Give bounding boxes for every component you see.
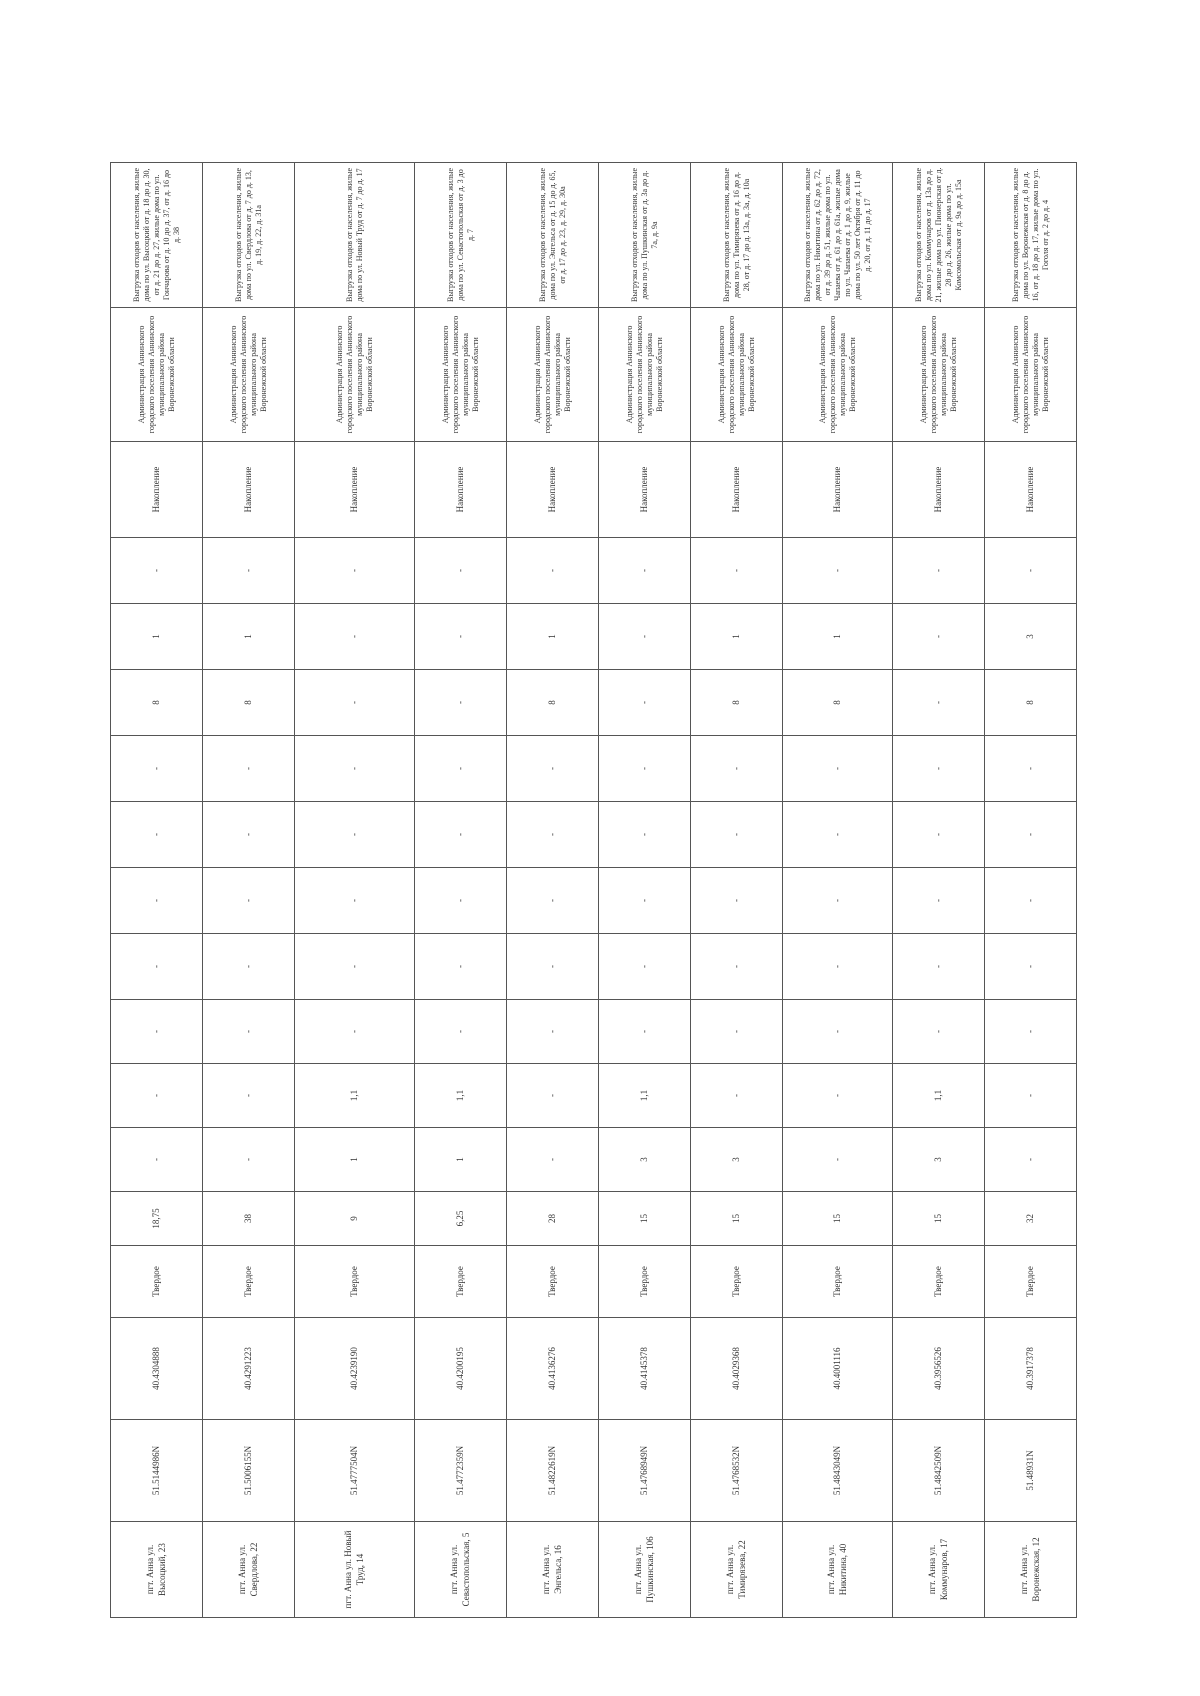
col-14-cell: - (783, 736, 893, 802)
col-10-cell: - (691, 868, 783, 934)
longitude-cell: 40.4304888 (111, 1318, 203, 1420)
container-volume-cell: - (985, 1064, 1077, 1128)
col-14-cell: - (599, 736, 691, 802)
container-count-cell: - (985, 1128, 1077, 1192)
longitude-cell: 40.4136276 (507, 1318, 599, 1420)
longitude-cell: 40.4200195 (415, 1318, 507, 1420)
col-9-cell: - (507, 934, 599, 1000)
address-cell: пгт. Анна ул. Пушкинская, 106 (599, 1522, 691, 1618)
surface-cell: Твердое (295, 1246, 415, 1318)
area-cell: 32 (985, 1192, 1077, 1246)
container-count-cell: 1 (295, 1128, 415, 1192)
col-10-cell: - (507, 868, 599, 934)
area-cell: 6,25 (415, 1192, 507, 1246)
owner-cell: Администрация Аннинского городского поселения Аннинского муниципального района Воронежской области (893, 308, 985, 442)
col-15-cell: - (893, 538, 985, 604)
bunker-volume-cell: - (295, 670, 415, 736)
col-14-cell: - (893, 736, 985, 802)
bunker-count-cell: - (893, 604, 985, 670)
waste-sources-cell: Выгрузка отходов от населения, жилые дома по ул. Высоцкий от д. 18 до д. 30, от д. 21 до д. 27, жилые дома по ул. Гончарова от д. 10 до д. 37, от д. 16 до д. 38 (111, 163, 203, 308)
col-10-cell: - (295, 868, 415, 934)
container-volume-cell: - (691, 1064, 783, 1128)
area-cell: 15 (691, 1192, 783, 1246)
table-row (415, 163, 507, 1618)
site-type-cell: Накопление (415, 442, 507, 538)
col-13-cell: - (893, 802, 985, 868)
bunker-volume-cell: 8 (111, 670, 203, 736)
site-type-cell: Накопление (507, 442, 599, 538)
owner-cell: Администрация Аннинского городского поселения Аннинского муниципального района Воронежской области (507, 308, 599, 442)
bunker-count-cell: - (415, 604, 507, 670)
latitude-cell: 51.48931N (985, 1420, 1077, 1522)
latitude-cell: 51.4822619N (507, 1420, 599, 1522)
container-volume-cell: - (203, 1064, 295, 1128)
longitude-cell: 40.3917378 (985, 1318, 1077, 1420)
container-count-cell: - (203, 1128, 295, 1192)
col-8-cell: - (893, 1000, 985, 1064)
address-cell: пгт. Анна ул. Свердлова, 22 (203, 1522, 295, 1618)
col-13-cell: - (691, 802, 783, 868)
container-count-cell: 1 (415, 1128, 507, 1192)
col-13-cell: - (415, 802, 507, 868)
col-10-cell: - (599, 868, 691, 934)
address-cell: пгт. Анна ул. Севастопольская, 5 (415, 1522, 507, 1618)
col-8-cell: - (295, 1000, 415, 1064)
bunker-volume-cell: 8 (507, 670, 599, 736)
latitude-cell: 51.5144986N (111, 1420, 203, 1522)
latitude-cell: 51.4768949N (599, 1420, 691, 1522)
col-8-cell: - (985, 1000, 1077, 1064)
col-13-cell: - (985, 802, 1077, 868)
col-13-cell: - (295, 802, 415, 868)
rotated-table-wrapper (110, 167, 1050, 1618)
col-9-cell: - (295, 934, 415, 1000)
col-15-cell: - (599, 538, 691, 604)
container-volume-cell: 1,1 (893, 1064, 985, 1128)
table-row (893, 163, 985, 1618)
bunker-volume-cell: 8 (203, 670, 295, 736)
owner-cell: Администрация Аннинского городского поселения Аннинского муниципального района Воронежской области (295, 308, 415, 442)
col-15-cell: - (783, 538, 893, 604)
site-type-cell: Накопление (783, 442, 893, 538)
col-9-cell: - (691, 934, 783, 1000)
longitude-cell: 40.4239190 (295, 1318, 415, 1420)
bunker-volume-cell: 8 (691, 670, 783, 736)
col-15-cell: - (691, 538, 783, 604)
bunker-count-cell: - (295, 604, 415, 670)
surface-cell: Твердое (985, 1246, 1077, 1318)
col-15-cell: - (415, 538, 507, 604)
container-count-cell: - (783, 1128, 893, 1192)
col-8-cell: - (111, 1000, 203, 1064)
col-9-cell: - (783, 934, 893, 1000)
bunker-volume-cell: - (893, 670, 985, 736)
owner-cell: Администрация Аннинского городского поселения Аннинского муниципального района Воронежской области (691, 308, 783, 442)
col-9-cell: - (985, 934, 1077, 1000)
col-10-cell: - (415, 868, 507, 934)
owner-cell: Администрация Аннинского городского поселения Аннинского муниципального района Воронежской области (111, 308, 203, 442)
col-10-cell: - (203, 868, 295, 934)
surface-cell: Твердое (415, 1246, 507, 1318)
area-cell: 38 (203, 1192, 295, 1246)
waste-sources-cell: Выгрузка отходов от населения, жилые дома по ул. Коммунаров от д. 13а до д. 21, жилые дома по ул. Пионерская от д. 28 до д. 26, жилые дома по ул. Комсомольская от д. 9а до д. 15а (893, 163, 985, 308)
table-row (691, 163, 783, 1618)
container-count-cell: 3 (893, 1128, 985, 1192)
container-count-cell: - (111, 1128, 203, 1192)
site-type-cell: Накопление (893, 442, 985, 538)
waste-sources-cell: Выгрузка отходов от населения, жилые дома по ул. Пушкинская от д. 3а до д. 7а, д. 9а (599, 163, 691, 308)
surface-cell: Твердое (893, 1246, 985, 1318)
site-type-cell: Накопление (985, 442, 1077, 538)
bunker-count-cell: - (599, 604, 691, 670)
address-cell: пгт. Анна ул. Коммунаров, 17 (893, 1522, 985, 1618)
surface-cell: Твердое (507, 1246, 599, 1318)
latitude-cell: 51.5006155N (203, 1420, 295, 1522)
container-count-cell: - (507, 1128, 599, 1192)
area-cell: 18,75 (111, 1192, 203, 1246)
address-cell: пгт. Анна ул. Высоцкий, 23 (111, 1522, 203, 1618)
col-14-cell: - (985, 736, 1077, 802)
col-10-cell: - (783, 868, 893, 934)
waste-sources-cell: Выгрузка отходов от населения, жилые дома по ул. Никитина от д. 62 до д. 72, от д. 39 до д. 51, жилые дома по ул. Чапаева от д. 61 до д. 61а, жилые дома по ул. Чапаева от д. 1 до д. 9, жилые дома по ул. 50 лет Октября от д. 11 до д. 20, от д. 11 до д. 17 (783, 163, 893, 308)
owner-cell: Администрация Аннинского городского поселения Аннинского муниципального района Воронежской области (203, 308, 295, 442)
area-cell: 15 (599, 1192, 691, 1246)
col-14-cell: - (507, 736, 599, 802)
container-volume-cell: 1,1 (295, 1064, 415, 1128)
col-10-cell: - (111, 868, 203, 934)
latitude-cell: 51.4768532N (691, 1420, 783, 1522)
col-10-cell: - (893, 868, 985, 934)
longitude-cell: 40.4291223 (203, 1318, 295, 1420)
col-8-cell: - (203, 1000, 295, 1064)
container-volume-cell: - (507, 1064, 599, 1128)
col-9-cell: - (111, 934, 203, 1000)
col-15-cell: - (507, 538, 599, 604)
area-cell: 28 (507, 1192, 599, 1246)
table-row (203, 163, 295, 1618)
table-row (783, 163, 893, 1618)
bunker-volume-cell: - (415, 670, 507, 736)
bunker-count-cell: 1 (507, 604, 599, 670)
document-page (110, 167, 1050, 1618)
col-13-cell: - (203, 802, 295, 868)
col-14-cell: - (111, 736, 203, 802)
longitude-cell: 40.4029368 (691, 1318, 783, 1420)
table-row (111, 163, 203, 1618)
waste-sites-table (110, 162, 1077, 1618)
col-10-cell: - (985, 868, 1077, 934)
latitude-cell: 51.4777504N (295, 1420, 415, 1522)
address-cell: пгт. Анна ул. Тимирязева, 22 (691, 1522, 783, 1618)
surface-cell: Твердое (691, 1246, 783, 1318)
bunker-count-cell: 1 (203, 604, 295, 670)
bunker-volume-cell: 8 (985, 670, 1077, 736)
surface-cell: Твердое (783, 1246, 893, 1318)
col-9-cell: - (893, 934, 985, 1000)
table-row (985, 163, 1077, 1618)
container-count-cell: 3 (691, 1128, 783, 1192)
longitude-cell: 40.4001116 (783, 1318, 893, 1420)
col-9-cell: - (415, 934, 507, 1000)
col-13-cell: - (599, 802, 691, 868)
site-type-cell: Накопление (295, 442, 415, 538)
latitude-cell: 51.4842509N (893, 1420, 985, 1522)
owner-cell: Администрация Аннинского городского поселения Аннинского муниципального района Воронежской области (599, 308, 691, 442)
owner-cell: Администрация Аннинского городского поселения Аннинского муниципального района Воронежской области (783, 308, 893, 442)
area-cell: 15 (783, 1192, 893, 1246)
col-8-cell: - (599, 1000, 691, 1064)
site-type-cell: Накопление (691, 442, 783, 538)
waste-sources-cell: Выгрузка отходов от населения, жилые дома по ул. Тимирязева от д. 16 до д. 28, от д. 17 до д. 13а, д. 3а, д. 10а (691, 163, 783, 308)
address-cell: пгт. Анна ул. Никитина, 40 (783, 1522, 893, 1618)
bunker-count-cell: 3 (985, 604, 1077, 670)
col-13-cell: - (783, 802, 893, 868)
address-cell: пгт. Анна ул. Энгельса, 16 (507, 1522, 599, 1618)
owner-cell: Администрация Аннинского городского поселения Аннинского муниципального района Воронежской области (985, 308, 1077, 442)
site-type-cell: Накопление (111, 442, 203, 538)
waste-sources-cell: Выгрузка отходов от населения, жилые дома по ул. Новый Труд от д. 7 до д. 17 (295, 163, 415, 308)
surface-cell: Твердое (599, 1246, 691, 1318)
bunker-count-cell: 1 (783, 604, 893, 670)
col-13-cell: - (111, 802, 203, 868)
table-row (295, 163, 415, 1618)
col-15-cell: - (111, 538, 203, 604)
site-type-cell: Накопление (599, 442, 691, 538)
col-8-cell: - (783, 1000, 893, 1064)
col-15-cell: - (295, 538, 415, 604)
container-volume-cell: 1,1 (415, 1064, 507, 1128)
surface-cell: Твердое (111, 1246, 203, 1318)
col-13-cell: - (507, 802, 599, 868)
col-14-cell: - (415, 736, 507, 802)
waste-sources-cell: Выгрузка отходов от населения, жилые дома по ул. Энгельса от д. 15 до д. 65, от д. 17 до д. 23, д. 29, д. 30а (507, 163, 599, 308)
latitude-cell: 51.4772359N (415, 1420, 507, 1522)
col-14-cell: - (295, 736, 415, 802)
longitude-cell: 40.3956526 (893, 1318, 985, 1420)
bunker-count-cell: 1 (111, 604, 203, 670)
area-cell: 9 (295, 1192, 415, 1246)
area-cell: 15 (893, 1192, 985, 1246)
col-9-cell: - (203, 934, 295, 1000)
address-cell: пгт. Анна ул. Новый Труд, 14 (295, 1522, 415, 1618)
waste-sources-cell: Выгрузка отходов от населения, жилые дома по ул. Воронежская от д. 8 до д. 16, от д. 18 до д. 17, жилые дома по ул. Гоголя от д. 2 до д. 4 (985, 163, 1077, 308)
bunker-volume-cell: - (599, 670, 691, 736)
bunker-count-cell: 1 (691, 604, 783, 670)
latitude-cell: 51.4843049N (783, 1420, 893, 1522)
waste-sources-cell: Выгрузка отходов от населения, жилые дома по ул. Севастопольская от д. 3 до д. 7 (415, 163, 507, 308)
container-count-cell: 3 (599, 1128, 691, 1192)
owner-cell: Администрация Аннинского городского поселения Аннинского муниципального района Воронежской области (415, 308, 507, 442)
waste-sources-cell: Выгрузка отходов от населения, жилые дома по ул. Свердлова от д. 7 до д. 13, д. 19, д. 22, д. 31а (203, 163, 295, 308)
container-volume-cell: - (783, 1064, 893, 1128)
col-9-cell: - (599, 934, 691, 1000)
surface-cell: Твердое (203, 1246, 295, 1318)
col-15-cell: - (985, 538, 1077, 604)
site-type-cell: Накопление (203, 442, 295, 538)
container-volume-cell: 1,1 (599, 1064, 691, 1128)
longitude-cell: 40.4145378 (599, 1318, 691, 1420)
address-cell: пгт. Анна ул. Воронежская, 12 (985, 1522, 1077, 1618)
container-volume-cell: - (111, 1064, 203, 1128)
col-8-cell: - (507, 1000, 599, 1064)
col-8-cell: - (415, 1000, 507, 1064)
bunker-volume-cell: 8 (783, 670, 893, 736)
col-15-cell: - (203, 538, 295, 604)
table-row (599, 163, 691, 1618)
col-8-cell: - (691, 1000, 783, 1064)
col-14-cell: - (203, 736, 295, 802)
col-14-cell: - (691, 736, 783, 802)
table-row (507, 163, 599, 1618)
